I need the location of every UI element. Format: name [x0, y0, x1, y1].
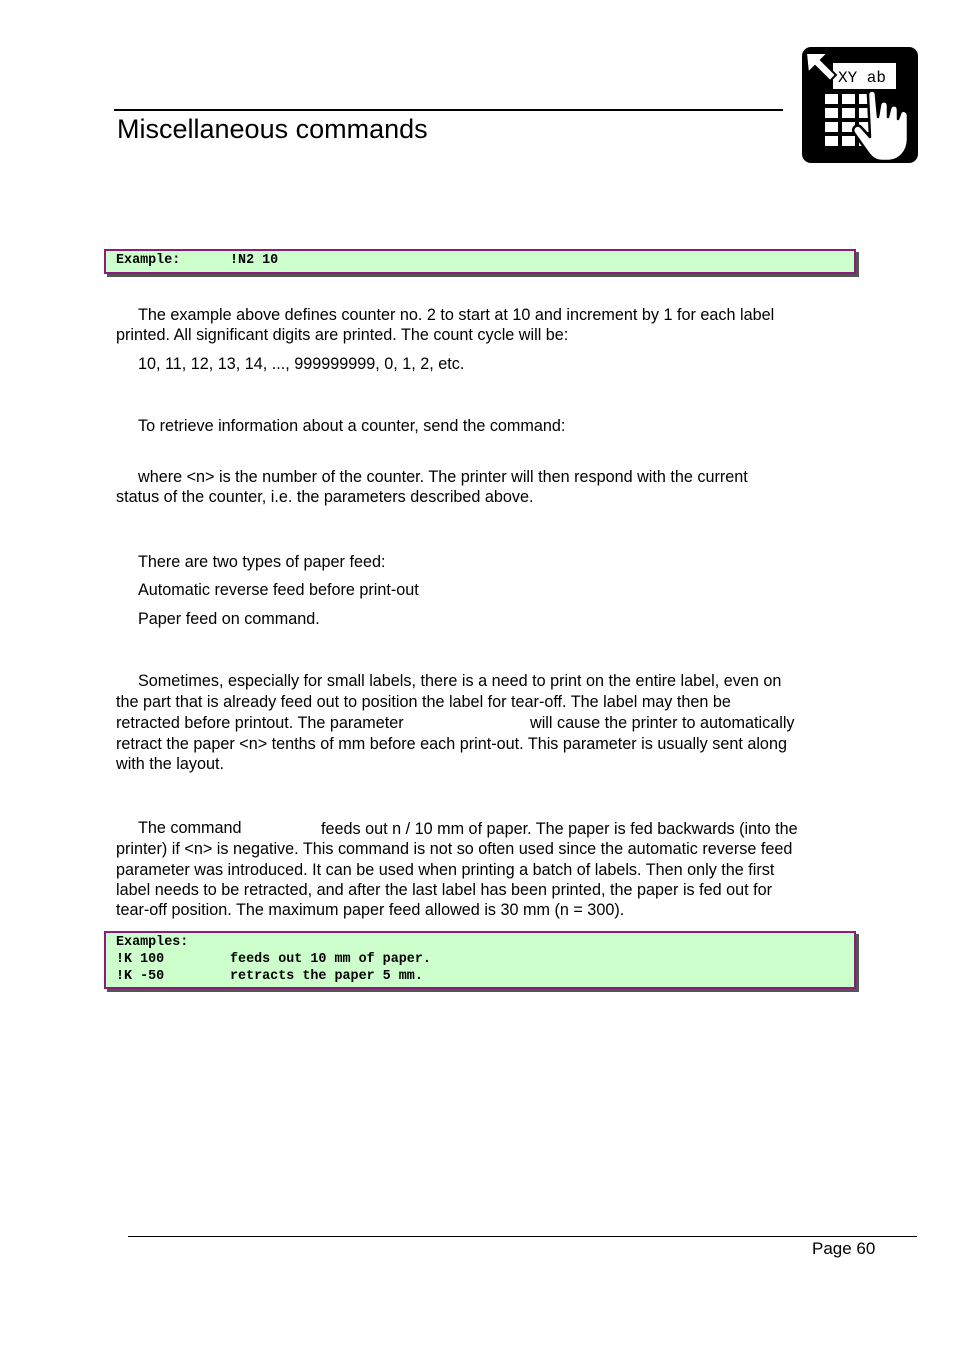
paragraph-line: The command [138, 819, 242, 837]
paragraph-line: parameter was introduced. It can be used when printing a batch of labels. Then only the first [116, 861, 775, 879]
code-line [116, 951, 845, 968]
code-label: Example: [116, 253, 181, 268]
paragraph-line: label needs to be retracted, and after the last label has been printed, the paper is fed out for [116, 881, 773, 899]
paragraph-line: feeds out n / 10 mm of paper. The paper is fed backwards (into the [321, 820, 798, 838]
code-description: feeds out 10 mm of paper. [230, 952, 431, 967]
examples-code-box [104, 931, 856, 989]
paragraph-line: printer) if <n> is negative. This command is not so often used since the automatic reverse feed [116, 840, 793, 858]
paragraph-line: printed. All significant digits are printed. The count cycle will be: [116, 326, 569, 344]
header-rule [114, 109, 783, 111]
list-item: Paper feed on command. [138, 610, 320, 628]
example-code-box [104, 249, 856, 274]
list-item: Automatic reverse feed before print-out [138, 581, 419, 599]
paragraph-line: To retrieve information about a counter, send the command: [138, 417, 566, 435]
paragraph-line: the part that is already feed out to position the label for tear-off. The label may then be [116, 693, 731, 711]
paragraph-line: Sometimes, especially for small labels, there is a need to print on the entire label, even on [138, 672, 782, 690]
code-text: !N2 10 [230, 253, 279, 268]
paragraph-line: will cause the printer to automatically [530, 714, 795, 732]
code-description: retracts the paper 5 mm. [230, 969, 423, 984]
code-line [116, 968, 845, 985]
code-label: Examples: [116, 935, 189, 950]
paragraph-line: The example above defines counter no. 2 to start at 10 and increment by 1 for each label [138, 306, 775, 324]
code-command: !K 100 [116, 952, 165, 967]
page-number: Page 60 [812, 1239, 876, 1258]
count-cycle: 10, 11, 12, 13, 14, ..., 999999999, 0, 1, 2, etc. [138, 355, 465, 373]
paragraph-line: retracted before printout. The parameter [116, 714, 404, 732]
logo-text: XY ab [838, 69, 887, 87]
paragraph-line: with the layout. [116, 755, 224, 773]
paragraph-line: There are two types of paper feed: [138, 553, 386, 571]
code-command: !K -50 [116, 969, 165, 984]
paragraph-line: tear-off position. The maximum paper feed allowed is 30 mm (n = 300). [116, 901, 625, 919]
paragraph-line: retract the paper <n> tenths of mm before each print-out. This parameter is usually sent along [116, 735, 787, 753]
footer-rule [128, 1236, 917, 1237]
code-line [116, 252, 845, 269]
calculator-hand-logo-icon [802, 47, 918, 163]
paragraph-line: where <n> is the number of the counter. The printer will then respond with the current [138, 468, 748, 486]
page-title: Miscellaneous commands [117, 114, 428, 144]
paragraph-line: status of the counter, i.e. the parameters described above. [116, 488, 534, 506]
